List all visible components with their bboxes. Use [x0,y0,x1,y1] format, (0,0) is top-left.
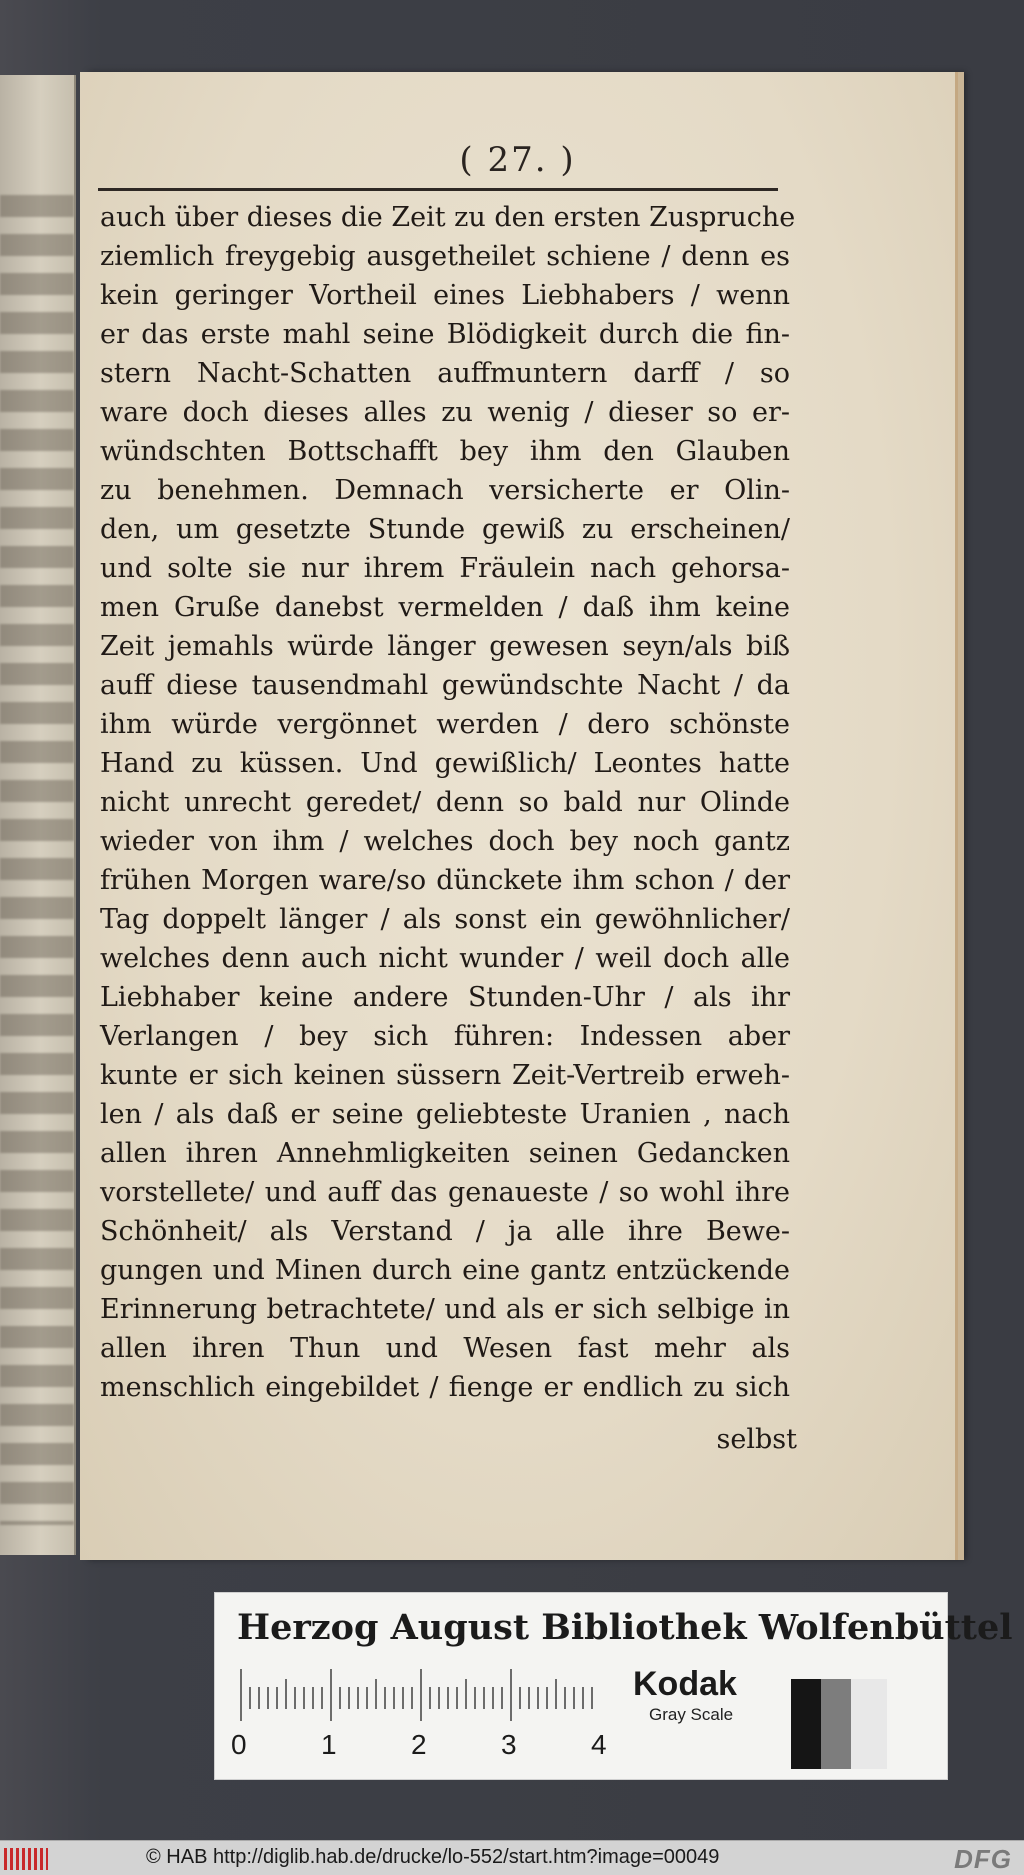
text-line: kunte er sich keinen süssern Zeit-Vertreib erweh- [100,1060,790,1091]
page-body-text [100,198,796,1407]
previous-page-edge [0,75,76,1555]
ruler-scale [239,1669,599,1721]
kodak-brand: Kodak [633,1665,737,1703]
gray-swatch [851,1679,887,1769]
text-line: kein geringer Vortheil eines Liebhabers / wenn [100,280,790,311]
text-line: wündschten Bottschafft bey ihm den Glauben [100,436,790,467]
gray-swatch [821,1679,851,1769]
text-line: Erinnerung betrachtete/ und als er sich selbige in [100,1294,790,1325]
ruler-number: 0 [231,1729,247,1760]
ruler-number: 3 [501,1729,517,1760]
text-line: ziemlich freygebig ausgetheilet schiene / denn es [100,241,790,272]
text-line: stern Nacht-Schatten auffmuntern darff / so [100,358,790,389]
ruler-number: 2 [411,1729,427,1760]
text-line: gungen und Minen durch eine gantz entzückende [100,1255,790,1286]
color-calibration-card [214,1592,1013,1780]
text-line: Tag doppelt länger / als sonst ein gewöhnlicher/ [100,904,790,935]
text-line: Zeit jemahls würde länger gewesen seyn/als biß [100,631,790,662]
page-number: ( 27. ) [459,140,576,180]
gray-swatch [791,1679,821,1769]
hab-logo-icon [4,1848,48,1870]
text-line: Verlangen / bey sich führen: Indessen aber [100,1021,790,1052]
ruler-number: 4 [591,1729,607,1760]
text-line: er das erste mahl seine Blödigkeit durch die fin- [100,319,790,350]
text-line: welches denn auch nicht wunder / weil doch alle [100,943,790,974]
text-line: den, um gesetzte Stunde gewiß zu erscheinen/ [100,514,790,545]
header-rule [98,188,778,191]
text-line: auff diese tausendmahl gewündschte Nacht / da [100,670,790,701]
footer-copyright-link[interactable]: © HAB http://diglib.hab.de/drucke/lo-552/start.htm?image=00049 [146,1846,720,1868]
library-name: Herzog August Bibliothek Wolfenbüttel [237,1607,1013,1648]
text-line: frühen Morgen ware/so dünckete ihm schon / der [100,865,790,896]
text-line: men Gruße danebst vermelden / daß ihm keine [100,592,790,623]
ruler-number: 1 [321,1729,337,1760]
text-line: auch über dieses die Zeit zu den ersten Zuspruche [100,202,796,233]
text-line: len / als daß er seine geliebteste Uranien , nach [100,1099,790,1130]
text-line: allen ihren Annehmligkeiten seinen Gedancken [100,1138,790,1169]
text-line: nicht unrecht geredet/ denn so bald nur Olinde [100,787,790,818]
text-line: ihm würde vergönnet werden / dero schönste [100,709,790,740]
text-line: ware doch dieses alles zu wenig / dieser so er- [100,397,790,428]
text-line: zu benehmen. Demnach versicherte er Olin- [100,475,790,506]
text-line: menschlich eingebildet / fienge er endlich zu sich [100,1372,790,1403]
dfg-logo: DFG [954,1844,1012,1874]
text-line: und solte sie nur ihrem Fräulein nach gehorsa- [100,553,790,584]
gray-scale-swatches [791,1679,887,1769]
text-line: Liebhaber keine andere Stunden-Uhr / als ihr [100,982,790,1013]
footer-bar [0,1840,1024,1875]
catchword: selbst [716,1424,797,1455]
text-line: allen ihren Thun und Wesen fast mehr als [100,1333,790,1364]
previous-page-ghost-text [0,195,74,1525]
book-page [80,72,958,1560]
text-line: wieder von ihm / welches doch bey noch gantz [100,826,790,857]
text-line: Hand zu küssen. Und gewißlich/ Leontes hatte [100,748,790,779]
text-line: vorstellete/ und auff das genaueste / so wohl ihre [100,1177,790,1208]
text-line: Schönheit/ als Verstand / ja alle ihre Bewe- [100,1216,790,1247]
kodak-gray-scale-label: Gray Scale [649,1705,734,1724]
